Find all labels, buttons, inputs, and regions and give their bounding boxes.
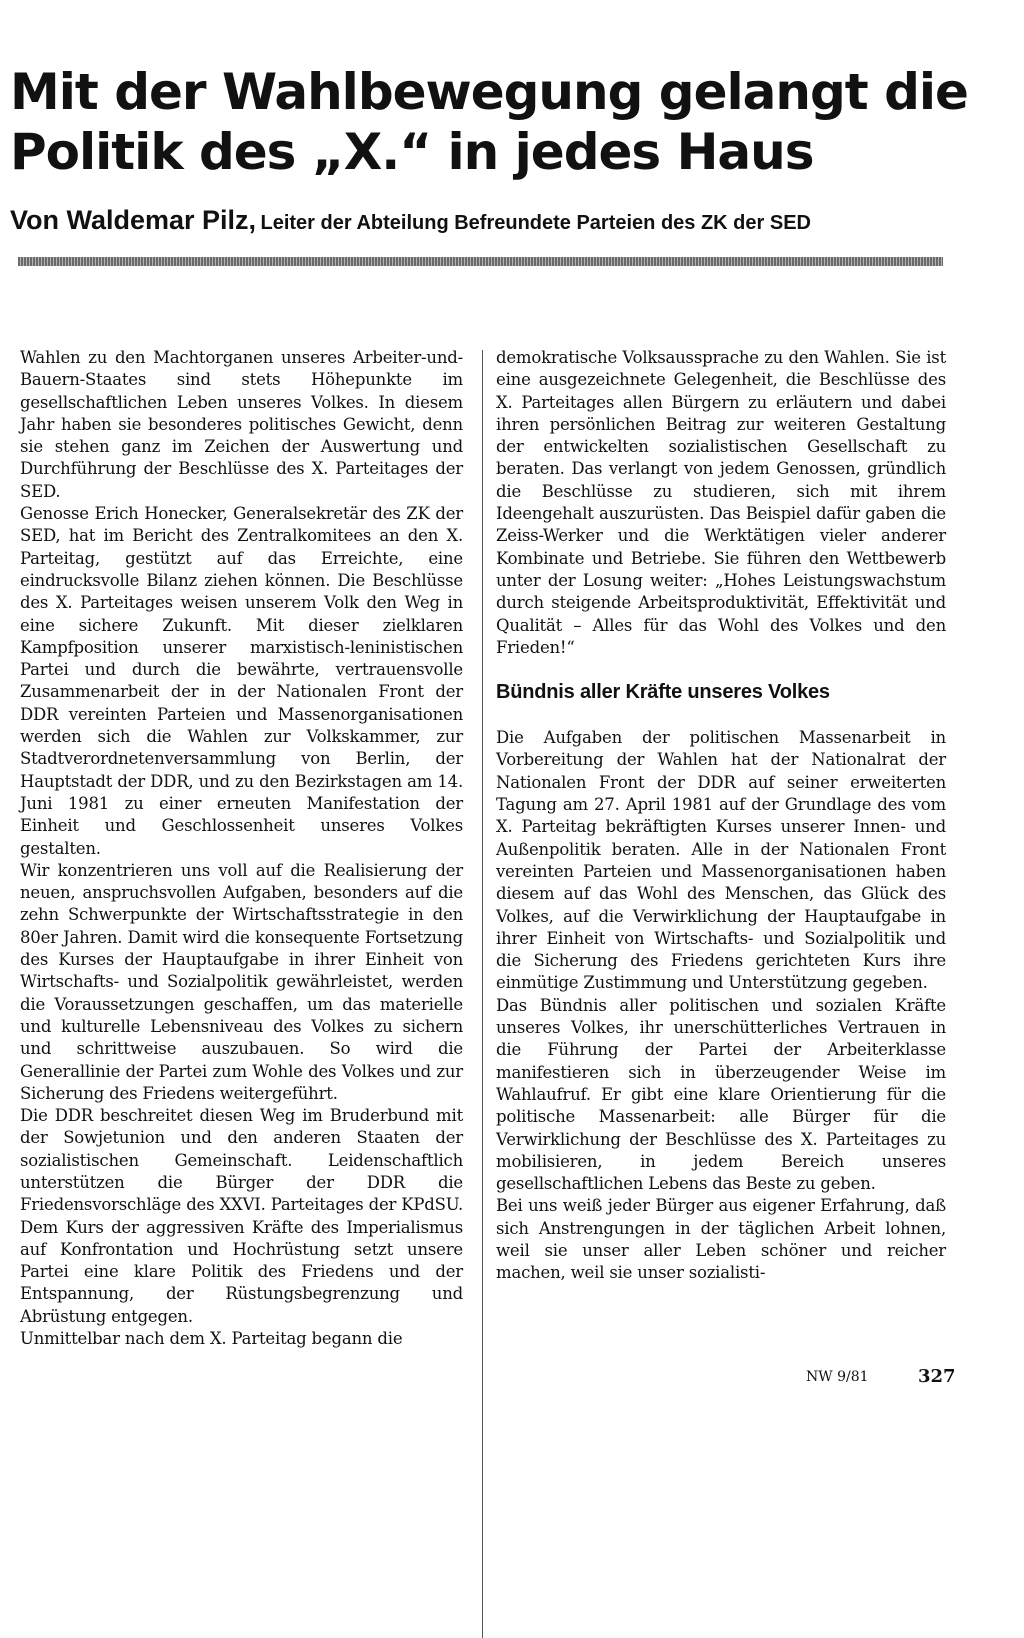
paragraph: Unmittelbar nach dem X. Parteitag begann die	[20, 1329, 403, 1349]
section-subheading: Bündnis aller Kräfte unseres Volkes	[496, 681, 830, 704]
paragraph: Das Bündnis aller politischen und sozialen Kräfte unseres Volkes, ihr unerschütterliches Vertrauen in die Führung der Partei der Arbeiterklasse manifestieren sich in überzeugender Weise im Wahlaufruf. Er gibt eine klare Orientierung für die politische Massenarbeit: alle Bürger für die Verwirklichung der Beschlüsse des X. Parteitages zu mobilisieren, in jedem Bereich unseres gesellschaftlichen Lebens das Beste zu geben.	[496, 995, 946, 1194]
column-divider	[482, 350, 483, 1638]
header-divider-rule	[18, 257, 943, 266]
paragraph: demokratische Volksaussprache zu den Wahlen. Sie ist eine ausgezeichnete Gelegenheit, die Beschlüsse des X. Parteitages allen Bürgern zu erläutern und dabei ihren persönlichen Beitrag zur weiteren Gestaltung der entwickelten sozialistischen Gesellschaft zu beraten. Das verlangt von jedem Genossen, gründlich die Beschlüsse zu studieren, sich mit ihrem Ideengehalt auszurüsten. Das Beispiel dafür gaben die Zeiss-Werker und die Werktätigen vieler anderer Kombinate und Betriebe. Sie führen den Wettbewerb unter der Losung weiter: „Hohes Leistungswachstum durch steigende Arbeitsproduktivität, Effektivität und Qualität – Alles für das Wohl des Volkes und den Frieden!“	[496, 348, 946, 657]
byline-author: Von Waldemar Pilz,	[10, 205, 257, 235]
article-byline	[10, 205, 1010, 236]
paragraph: Genosse Erich Honecker, Generalsekretär des ZK der SED, hat im Bericht des Zentralkomitees an den X. Parteitag, gestützt auf das Erreichte, eine eindrucksvolle Bilanz ziehen können. Die Beschlüsse des X. Parteitages weisen unserem Volk den Weg in eine sichere Zukunft. Mit dieser zielklaren Kampfposition unserer marxistisch-leninistischen Partei und durch die bewährte, vertrauensvolle Zusammenarbeit der in der Nationalen Front der DDR vereinten Parteien und Massenorganisationen werden sich die Wahlen zur Volkskammer, zur Stadtverordnetenversammlung von Berlin, der Hauptstadt der DDR, und zu den Bezirkstagen am 14. Juni 1981 zu einer erneuten Manifestation der Einheit und Geschlossenheit unseres Volkes gestalten.	[20, 504, 463, 858]
byline-role: Leiter der Abteilung Befreundete Parteien des ZK der SED	[260, 212, 811, 234]
paragraph: Die Aufgaben der politischen Massenarbeit in Vorbereitung der Wahlen hat der Nationalrat der Nationalen Front der DDR auf seiner erweiterten Tagung am 27. April 1981 auf der Grundlage des vom X. Parteitag bekräftigten Kurses unserer Innen- und Außenpolitik beraten. Alle in der Nationalen Front vereinten Parteien und Massenorganisationen haben diesem auf das Wohl des Menschen, das Glück des Volkes, auf die Verwirklichung der Hauptaufgabe in ihrer Einheit von Wirtschafts- und Sozialpolitik und die Sicherung des Friedens gerichteten Kurs ihre einmütige Zustimmung und Unterstützung gegeben.	[496, 728, 946, 993]
paragraph: Wir konzentrieren uns voll auf die Realisierung der neuen, anspruchsvollen Aufgaben, besonders auf die zehn Schwerpunkte der Wirtschaftsstrategie in den 80er Jahren. Damit wird die konsequente Fortsetzung des Kurses der Hauptaufgabe in ihrer Einheit von Wirtschafts- und Sozialpolitik gewährleistet, werden die Voraussetzungen geschaffen, um das materielle und kulturelle Lebensniveau des Volkes zu sichern und schrittweise auszubauen. So wird die Generallinie der Partei zum Wohle des Volkes und zur Sicherung des Friedens weitergeführt.	[20, 860, 463, 1103]
paragraph: Bei uns weiß jeder Bürger aus eigener Erfahrung, daß sich Anstrengungen in der täglichen Arbeit lohnen, weil sie unser aller Leben schöner und reicher machen, weil sie unser sozialisti-	[496, 1196, 946, 1283]
text-column-right	[496, 347, 946, 1285]
text-column-left	[20, 347, 463, 1350]
paragraph: Die DDR beschreitet diesen Weg im Bruderbund mit der Sowjetunion und den anderen Staaten der sozialistischen Gemeinschaft. Leidenschaftlich unterstützen die Bürger der DDR die Friedensvorschläge des XXVI. Parteitages der KPdSU. Dem Kurs der aggressiven Kräfte des Imperialismus auf Konfrontation und Hochrüstung setzt unsere Partei eine klare Politik des Friedens und der Entspannung, der Rüstungsbegrenzung und Abrüstung entgegen.	[20, 1106, 463, 1326]
article-headline: Mit der Wahlbewegung gelangt die Politik des „X.“ in jedes Haus	[10, 63, 968, 181]
paragraph: Wahlen zu den Machtorganen unseres Arbeiter-und-Bauern-Staates sind stets Höhepunkte im gesellschaftlichen Leben unseres Volkes. In diesem Jahr haben sie besonderes politisches Gewicht, denn sie stehen ganz im Zeichen der Auswertung und Durchführung der Beschlüsse des X. Parteitages der SED.	[20, 348, 463, 501]
page-number: 327	[918, 1366, 956, 1387]
issue-label: NW 9/81	[806, 1369, 869, 1385]
